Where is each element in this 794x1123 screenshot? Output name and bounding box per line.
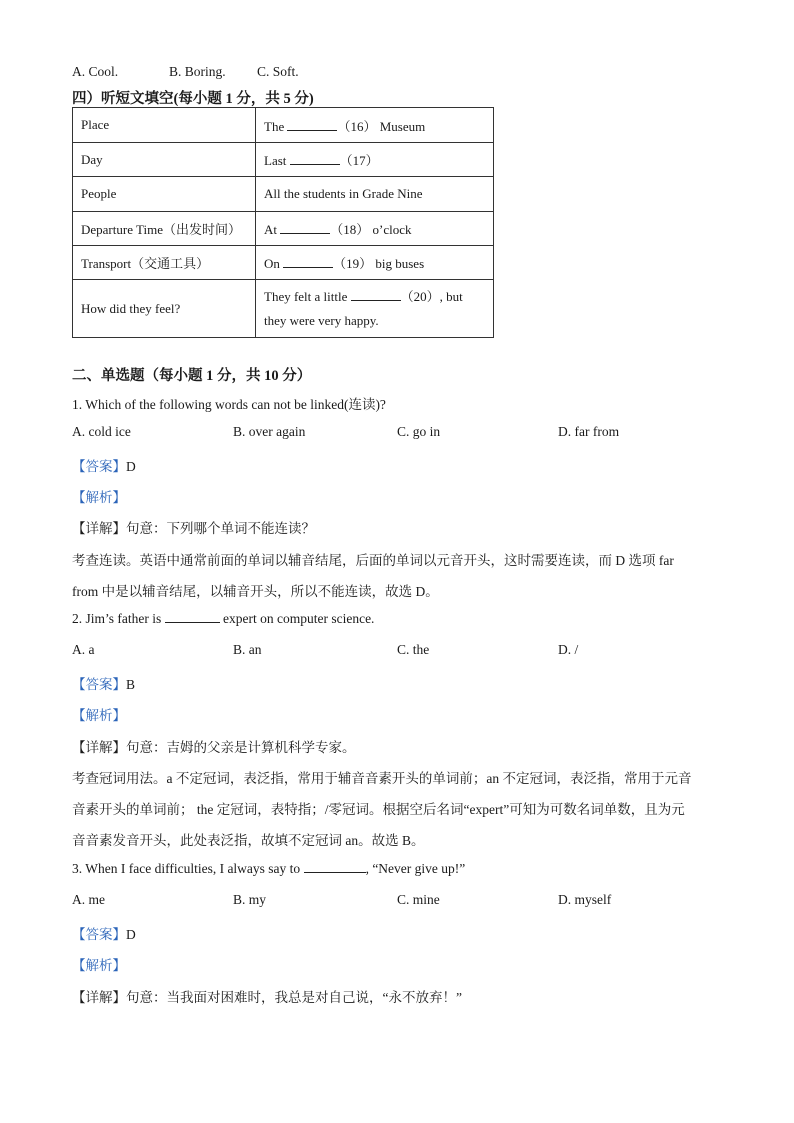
row-label: Day [73, 143, 256, 177]
table-row [73, 246, 494, 280]
table-row [73, 212, 494, 246]
option-b: B. Boring. [169, 64, 226, 79]
q1-option-a: A. cold ice [72, 424, 131, 439]
row-value: Last （17） [256, 143, 494, 177]
detail-tag: 【详解】 [72, 990, 126, 1005]
q3-answer: 【答案】D [72, 927, 136, 942]
detail-tag: 【详解】 [72, 521, 126, 536]
q3-analysis-tag: 【解析】 [72, 958, 126, 973]
option-a: A. Cool. [72, 64, 119, 79]
row-value: The （16） Museum [256, 108, 494, 143]
answer-blank [280, 222, 330, 234]
row-label: Place [73, 108, 256, 143]
q1-option-c: C. go in [397, 424, 441, 439]
table-row [73, 177, 494, 212]
question-blank [304, 861, 366, 873]
table-row [73, 280, 494, 338]
row-value: At （18） o’clock [256, 212, 494, 246]
table-row [73, 143, 494, 177]
q2-stem: 2. Jim’s father is expert on computer science. [72, 611, 375, 626]
q3-option-d: D. myself [558, 892, 612, 907]
table-row [73, 108, 494, 143]
q2-explanation-line1: 考查冠词用法。a 不定冠词，表泛指，常用于辅音音素开头的单词前；an 不定冠词，表泛指，常用于元音 [72, 771, 692, 786]
q2-option-a: A. a [72, 642, 95, 657]
q1-option-d: D. far from [558, 424, 620, 439]
q1-detail: 【详解】句意：下列哪个单词不能连读？ [72, 521, 315, 536]
q2-option-c: C. the [397, 642, 430, 657]
q2-option-d: D. / [558, 642, 579, 657]
question-blank [165, 611, 220, 623]
q2-options [72, 642, 692, 660]
answer-blank [290, 153, 340, 165]
q2-explanation-line3: 音音素发音开头，此处表泛指，故填不定冠词 an。故选 B。 [72, 833, 425, 848]
q1-explanation-line2: from 中是以辅音结尾，以辅音开头，所以不能连读，故选 D。 [72, 584, 439, 599]
q1-option-b: B. over again [233, 424, 306, 439]
q1-analysis-tag: 【解析】 [72, 490, 126, 505]
answer-tag: 【答案】 [72, 459, 126, 474]
q3-option-a: A. me [72, 892, 105, 907]
q2-explanation-line2: 音素开头的单词前； the 定冠词，表特指；/零冠词。根据空后名词“expert”可知为可数名词单数，且为元 [72, 802, 685, 817]
row-value: All the students in Grade Nine [256, 177, 494, 212]
answer-tag: 【答案】 [72, 677, 126, 692]
section2-heading: 二、单选题（每小题 1 分，共 10 分） [72, 368, 312, 384]
q3-option-c: C. mine [397, 892, 440, 907]
q1-options [72, 424, 692, 442]
answer-blank [351, 289, 401, 301]
row-label: People [73, 177, 256, 212]
listening-table [72, 107, 494, 338]
q3-options [72, 892, 692, 910]
q1-explanation-line1: 考查连读。英语中通常前面的单词以辅音结尾，后面的单词以元音开头，这时需要连读，而 D 选项 far [72, 553, 674, 568]
row-value: On （19） big buses [256, 246, 494, 280]
q3-stem: 3. When I face difficulties, I always say to , “Never give up!” [72, 861, 466, 876]
row-label: How did they feel? [73, 280, 256, 338]
row-label: Departure Time（出发时间） [73, 212, 256, 246]
q3-detail: 【详解】句意：当我面对困难时，我总是对自己说，“永不放弃！” [72, 990, 462, 1005]
detail-tag: 【详解】 [72, 740, 126, 755]
q2-option-b: B. an [233, 642, 262, 657]
q2-detail: 【详解】句意：吉姆的父亲是计算机科学专家。 [72, 740, 356, 755]
answer-blank [287, 119, 337, 131]
row-value: They felt a little （20）, but they were very happy. [256, 280, 494, 338]
q2-answer: 【答案】B [72, 677, 136, 692]
q2-analysis-tag: 【解析】 [72, 708, 126, 723]
q1-stem: 1. Which of the following words can not be linked(连读)? [72, 397, 386, 412]
q1-answer: 【答案】D [72, 459, 136, 474]
section4-heading: 四）听短文填空(每小题 1 分，共 5 分) [72, 91, 314, 107]
row-label: Transport（交通工具） [73, 246, 256, 280]
option-c: C. Soft. [257, 64, 299, 79]
answer-blank [283, 256, 333, 268]
answer-tag: 【答案】 [72, 927, 126, 942]
q3-option-b: B. my [233, 892, 267, 907]
